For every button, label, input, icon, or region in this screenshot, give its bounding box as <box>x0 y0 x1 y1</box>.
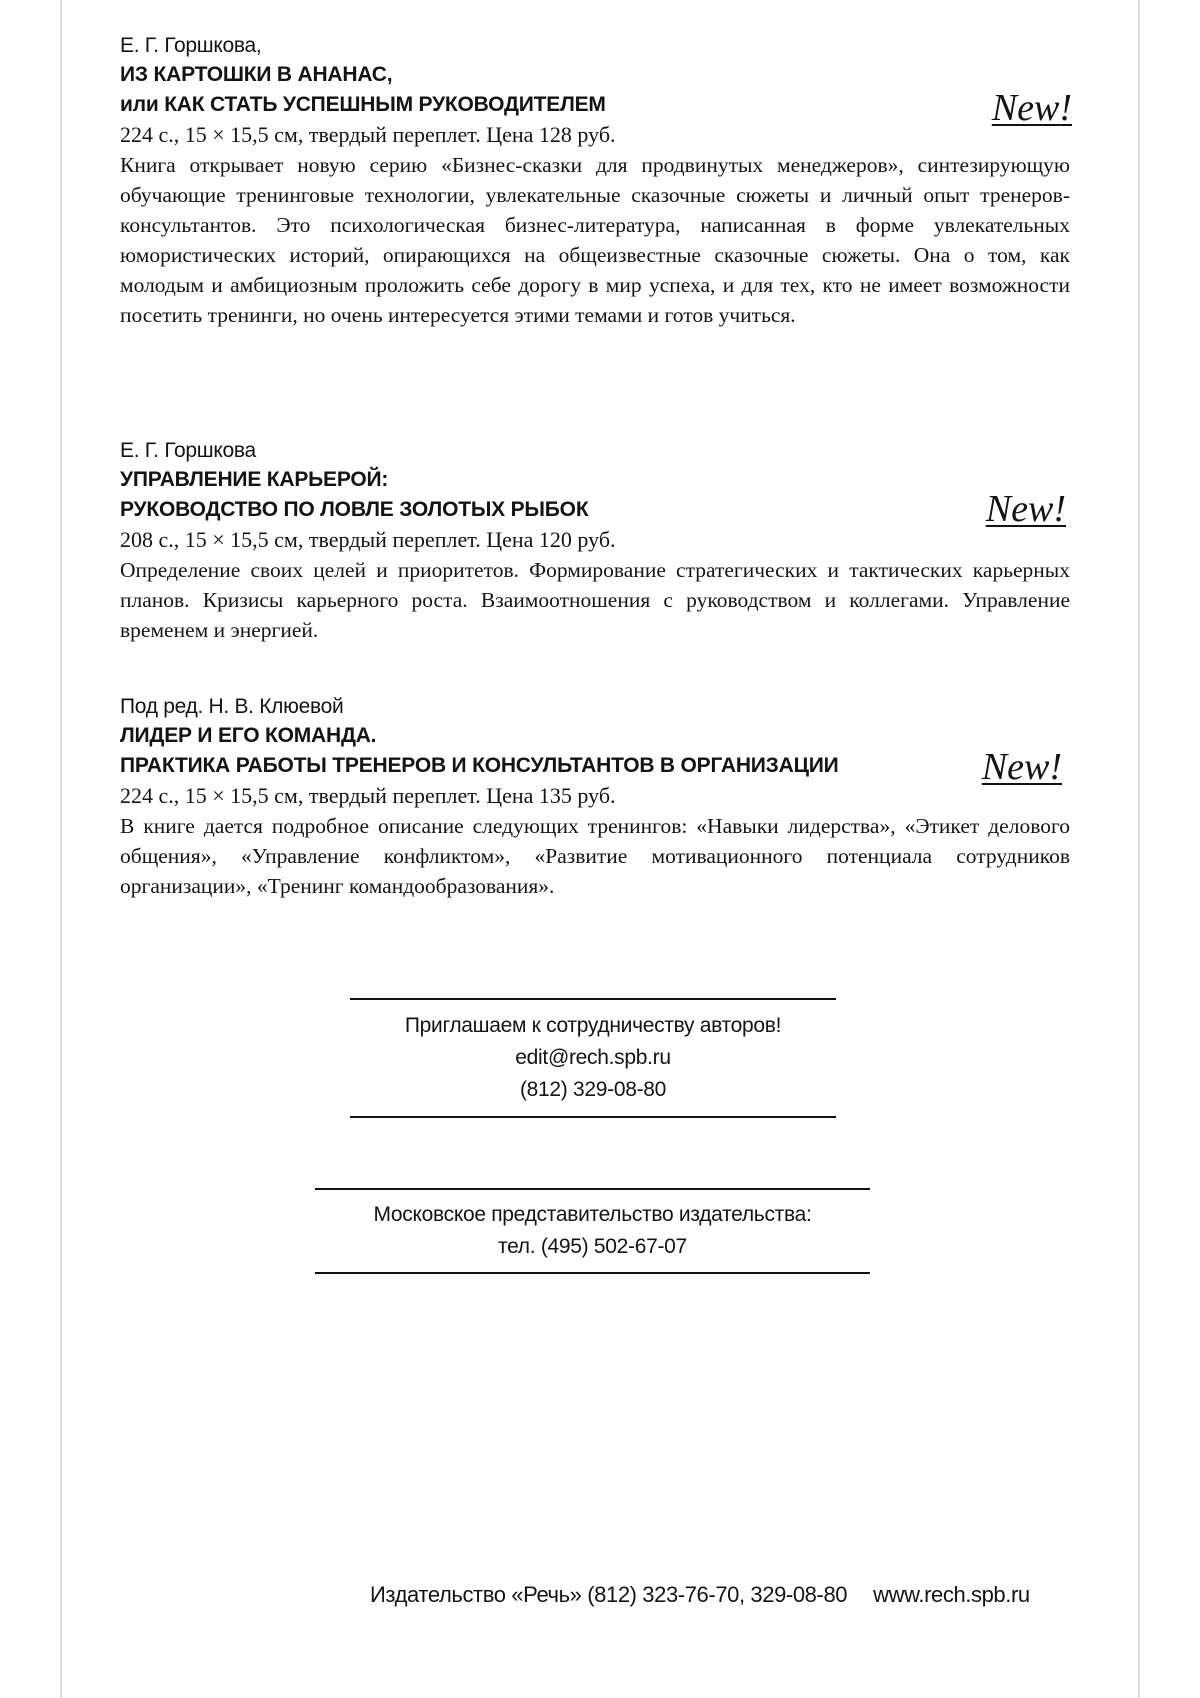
book-author: Е. Г. Горшкова <box>120 439 256 462</box>
new-badge: New! <box>985 488 1066 530</box>
authors-invitation-text: Приглашаем к сотрудничеству авторов! <box>404 1014 782 1037</box>
book-description: В книге дается подробное описание следующих тренингов: «Навыки лидерства», «Этикет делового общения», «Управление конфликтом», «Развитие мотивационного потенциала сотрудников организации», «Тренинг командообразования». <box>120 814 1070 898</box>
publisher-footer <box>370 1580 1070 1610</box>
book-title-line2: или КАК СТАТЬ УСПЕШНЫМ РУКОВОДИТЕЛЕМ <box>120 93 606 116</box>
book-title-line1: УПРАВЛЕНИЕ КАРЬЕРОЙ: <box>120 468 389 491</box>
editor-email: edit@rech.spb.ru <box>515 1046 671 1069</box>
book-description: Книга открывает новую серию «Бизнес-сказки для продвинутых менеджеров», синтезирующую обучающие тренинговые технологии, увлекательные сказочные сюжеты и личный опыт тренеров-консультантов. Это психологическая бизнес-литература, написанная в форме увлекательных юмористических историй, опирающихся на общеизвестные сказочные сюжеты. Она о том, как молодым и амбициозным проложить себе дорогу в мир успеха, и для тех, кто не имеет возможности посетить тренинги, но очень интересуется этими темами и готов учиться. <box>120 153 1070 327</box>
book-title-line1: ИЗ КАРТОШКИ В АНАНАС, <box>120 63 393 86</box>
publisher-contacts: Издательство «Речь» (812) 323-76-70, 329-08-80 <box>370 1582 848 1607</box>
moscow-office-box <box>315 1188 870 1274</box>
page-left-edge <box>60 0 62 1698</box>
book-entry-3 <box>120 693 1070 901</box>
publisher-website: www.rech.spb.ru <box>873 1582 1030 1607</box>
moscow-office-label: Московское представительство издательства: <box>373 1203 812 1226</box>
book-author: Под ред. Н. В. Клюевой <box>120 695 344 718</box>
book-meta: 224 с., 15 × 15,5 см, твердый переплет. Цена 128 руб. <box>120 122 616 147</box>
book-title-line2: РУКОВОДСТВО ПО ЛОВЛЕ ЗОЛОТЫХ РЫБОК <box>120 498 589 521</box>
new-badge: New! <box>981 746 1062 788</box>
moscow-office-phone: тел. (495) 502-67-07 <box>498 1235 687 1258</box>
book-title-line1: ЛИДЕР И ЕГО КОМАНДА. <box>120 724 377 747</box>
page-right-edge <box>1138 0 1140 1698</box>
book-description: Определение своих целей и приоритетов. Формирование стратегических и тактических карьерных планов. Кризисы карьерного роста. Взаимоотношения с руководством и коллегами. Управление временем и энергией. <box>120 558 1070 642</box>
editor-phone: (812) 329-08-80 <box>519 1078 667 1101</box>
book-entry-1 <box>120 32 1070 330</box>
book-entry-2 <box>120 437 1070 645</box>
book-meta: 208 с., 15 × 15,5 см, твердый переплет. Цена 120 руб. <box>120 527 616 552</box>
authors-invitation-box <box>350 998 836 1118</box>
new-badge: New! <box>991 87 1072 129</box>
book-title-line2: ПРАКТИКА РАБОТЫ ТРЕНЕРОВ И КОНСУЛЬТАНТОВ В ОРГАНИЗАЦИИ <box>120 754 839 777</box>
book-meta: 224 с., 15 × 15,5 см, твердый переплет. Цена 135 руб. <box>120 783 616 808</box>
book-author: Е. Г. Горшкова, <box>120 34 262 57</box>
